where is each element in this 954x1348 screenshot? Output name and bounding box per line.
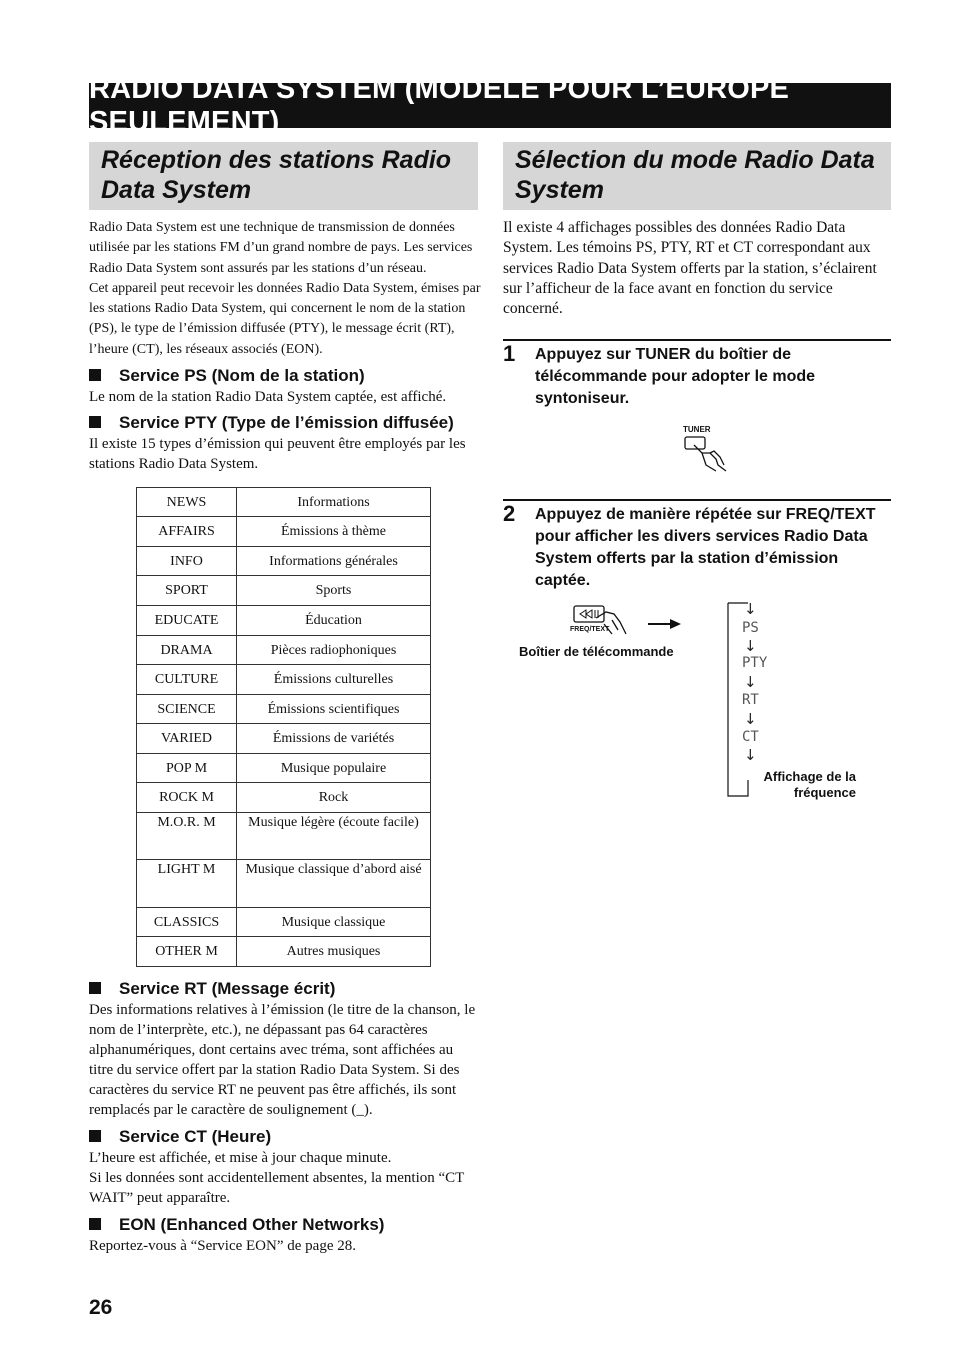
table-row	[137, 860, 431, 908]
remote-label: Boîtier de télécommande	[519, 644, 674, 659]
eon-heading-text: EON (Enhanced Other Networks)	[119, 1215, 385, 1234]
pty-description-cell: Émissions de variétés	[237, 724, 431, 754]
step1-rule	[503, 339, 891, 341]
ps-heading-text: Service PS (Nom de la station)	[119, 366, 365, 385]
tuner-label: TUNER	[683, 425, 711, 434]
cycle-ct: CT	[742, 729, 759, 745]
ct-heading	[89, 1127, 271, 1147]
pty-code-cell: AFFAIRS	[137, 517, 237, 547]
pty-description-cell: Émissions culturelles	[237, 665, 431, 695]
pty-description-cell: Musique classique d’abord aisé	[237, 860, 431, 908]
pty-description-cell: Musique populaire	[237, 754, 431, 783]
square-bullet-icon	[89, 369, 101, 381]
cycle-arrow: ↓	[744, 673, 757, 691]
square-bullet-icon	[89, 1130, 101, 1142]
table-row	[137, 665, 431, 695]
pty-code-cell: POP M	[137, 754, 237, 783]
eon-text: Reportez-vous à “Service EON” de page 28.	[89, 1238, 356, 1254]
pty-code-cell: M.O.R. M	[137, 813, 237, 860]
table-row	[137, 547, 431, 576]
pty-description-cell: Pièces radiophoniques	[237, 636, 431, 665]
ps-heading	[89, 366, 365, 386]
pty-code-cell: CULTURE	[137, 665, 237, 695]
step2-text: Appuyez de manière répétée sur FREQ/TEXT pour afficher les divers services Radio Data System offerts par la station d’émission captée.	[535, 506, 876, 589]
pty-code-cell: OTHER M	[137, 937, 237, 967]
table-row	[137, 636, 431, 665]
step1-number: 1	[503, 341, 516, 366]
table-row	[137, 517, 431, 547]
table-row	[137, 576, 431, 606]
pty-table	[136, 487, 431, 967]
ct-text	[89, 1148, 481, 1208]
pty-code-cell: LIGHT M	[137, 860, 237, 908]
cycle-arrow: ↓	[744, 600, 757, 618]
rt-heading	[89, 979, 335, 999]
cycle-ps: PS	[742, 620, 759, 636]
pty-description-cell: Informations générales	[237, 547, 431, 576]
pty-description-cell: Émissions scientifiques	[237, 695, 431, 724]
pty-code-cell: VARIED	[137, 724, 237, 754]
square-bullet-icon	[89, 1218, 101, 1230]
tuner-button[interactable]	[680, 424, 736, 474]
pty-description-cell: Sports	[237, 576, 431, 606]
rt-text: Des informations relatives à l’émission (le titre de la chanson, le nom de l’interprète, etc.), ne dépassant pas 64 caractères alphanumériques, dont certains avec tréma, sont affichées au titre du service offert par la station Radio Data System. Si des caractères du service RT ne peuvent pas être affichés, ils sont remplacés par le caractère de soulignement (_).	[89, 1002, 476, 1118]
table-row	[137, 724, 431, 754]
table-row	[137, 754, 431, 783]
pty-code-cell: NEWS	[137, 488, 237, 517]
pty-code-cell: SPORT	[137, 576, 237, 606]
cycle-arrow: ↓	[744, 710, 757, 728]
pty-description-cell: Informations	[237, 488, 431, 517]
cycle-arrow: ↓	[744, 746, 757, 764]
pty-description-cell: Rock	[237, 783, 431, 813]
left-intro-p2: Cet appareil peut recevoir les données Radio Data System, émises par les stations Radio Data System, qui concernent le nom de la station (PS), le type de l’émission diffusée (PTY), le message écrit (RT), l’heure (CT), les réseaux associés (EON).	[89, 280, 481, 357]
table-row	[137, 695, 431, 724]
square-bullet-icon	[89, 982, 101, 994]
pty-heading	[89, 413, 454, 433]
pty-code-cell: SCIENCE	[137, 695, 237, 724]
ps-text: Le nom de la station Radio Data System captée, est affiché.	[89, 389, 447, 405]
pty-text: Il existe 15 types d’émission qui peuvent être employés par les stations Radio Data System.	[89, 436, 466, 472]
freq-text-button[interactable]	[568, 604, 632, 640]
left-intro	[89, 218, 481, 360]
pty-code-cell: INFO	[137, 547, 237, 576]
pty-description-cell: Musique légère (écoute facile)	[237, 813, 431, 860]
table-row	[137, 783, 431, 813]
pty-code-cell: EDUCATE	[137, 606, 237, 636]
frequency-display-label: Affichage de la fréquence	[763, 769, 856, 800]
step2-number: 2	[503, 501, 516, 526]
page-title: RADIO DATA SYSTEM (MODÈLE POUR L’EUROPE SEULEMENT)	[89, 83, 891, 128]
right-section-heading: Sélection du mode Radio Data System	[503, 142, 891, 210]
hand-pressing-icon	[568, 604, 632, 640]
left-section-heading: Réception des stations Radio Data System	[89, 142, 478, 210]
rt-heading-text: Service RT (Message écrit)	[119, 979, 336, 998]
page-number: 26	[89, 1296, 113, 1319]
right-intro: Il existe 4 affichages possibles des données Radio Data System. Les témoins PS, PTY, RT et CT correspondant aux services Radio Data System offerts par la station, s’éclairent sur l’afficheur de la face avant en fonction du service concerné.	[503, 219, 877, 318]
cycle-arrow: ↓	[744, 637, 757, 655]
pty-heading-text: Service PTY (Type de l’émission diffusée)	[119, 413, 454, 432]
pty-description-cell: Autres musiques	[237, 937, 431, 967]
step1-text: Appuyez sur TUNER du boîtier de télécommande pour adopter le mode syntoniseur.	[535, 346, 816, 407]
pty-description-cell: Musique classique	[237, 908, 431, 937]
ct-text-2: Si les données sont accidentellement absentes, la mention “CT WAIT” peut apparaître.	[89, 1170, 465, 1206]
table-row	[137, 908, 431, 937]
table-row	[137, 813, 431, 860]
pty-description-cell: Éducation	[237, 606, 431, 636]
square-bullet-icon	[89, 416, 101, 428]
ct-text-1: L’heure est affichée, et mise à jour chaque minute.	[89, 1150, 392, 1166]
table-row	[137, 937, 431, 967]
cycle-pty: PTY	[742, 655, 768, 671]
step2-rule	[503, 499, 891, 501]
table-row	[137, 488, 431, 517]
arrow-right-icon	[648, 617, 682, 631]
cycle-rt: RT	[742, 692, 759, 708]
freq-text-label: FREQ/TEXT	[570, 626, 610, 633]
pty-code-cell: CLASSICS	[137, 908, 237, 937]
pty-code-cell: ROCK M	[137, 783, 237, 813]
eon-heading	[89, 1215, 384, 1235]
pty-description-cell: Émissions à thème	[237, 517, 431, 547]
hand-pressing-icon	[680, 435, 736, 473]
left-intro-p1: Radio Data System est une technique de transmission de données utilisée par les stations FM d’un grand nombre de pays. Les services Radio Data System sont assurés par les stations d’un réseau.	[89, 220, 473, 276]
pty-code-cell: DRAMA	[137, 636, 237, 665]
table-row	[137, 606, 431, 636]
ct-heading-text: Service CT (Heure)	[119, 1127, 272, 1146]
